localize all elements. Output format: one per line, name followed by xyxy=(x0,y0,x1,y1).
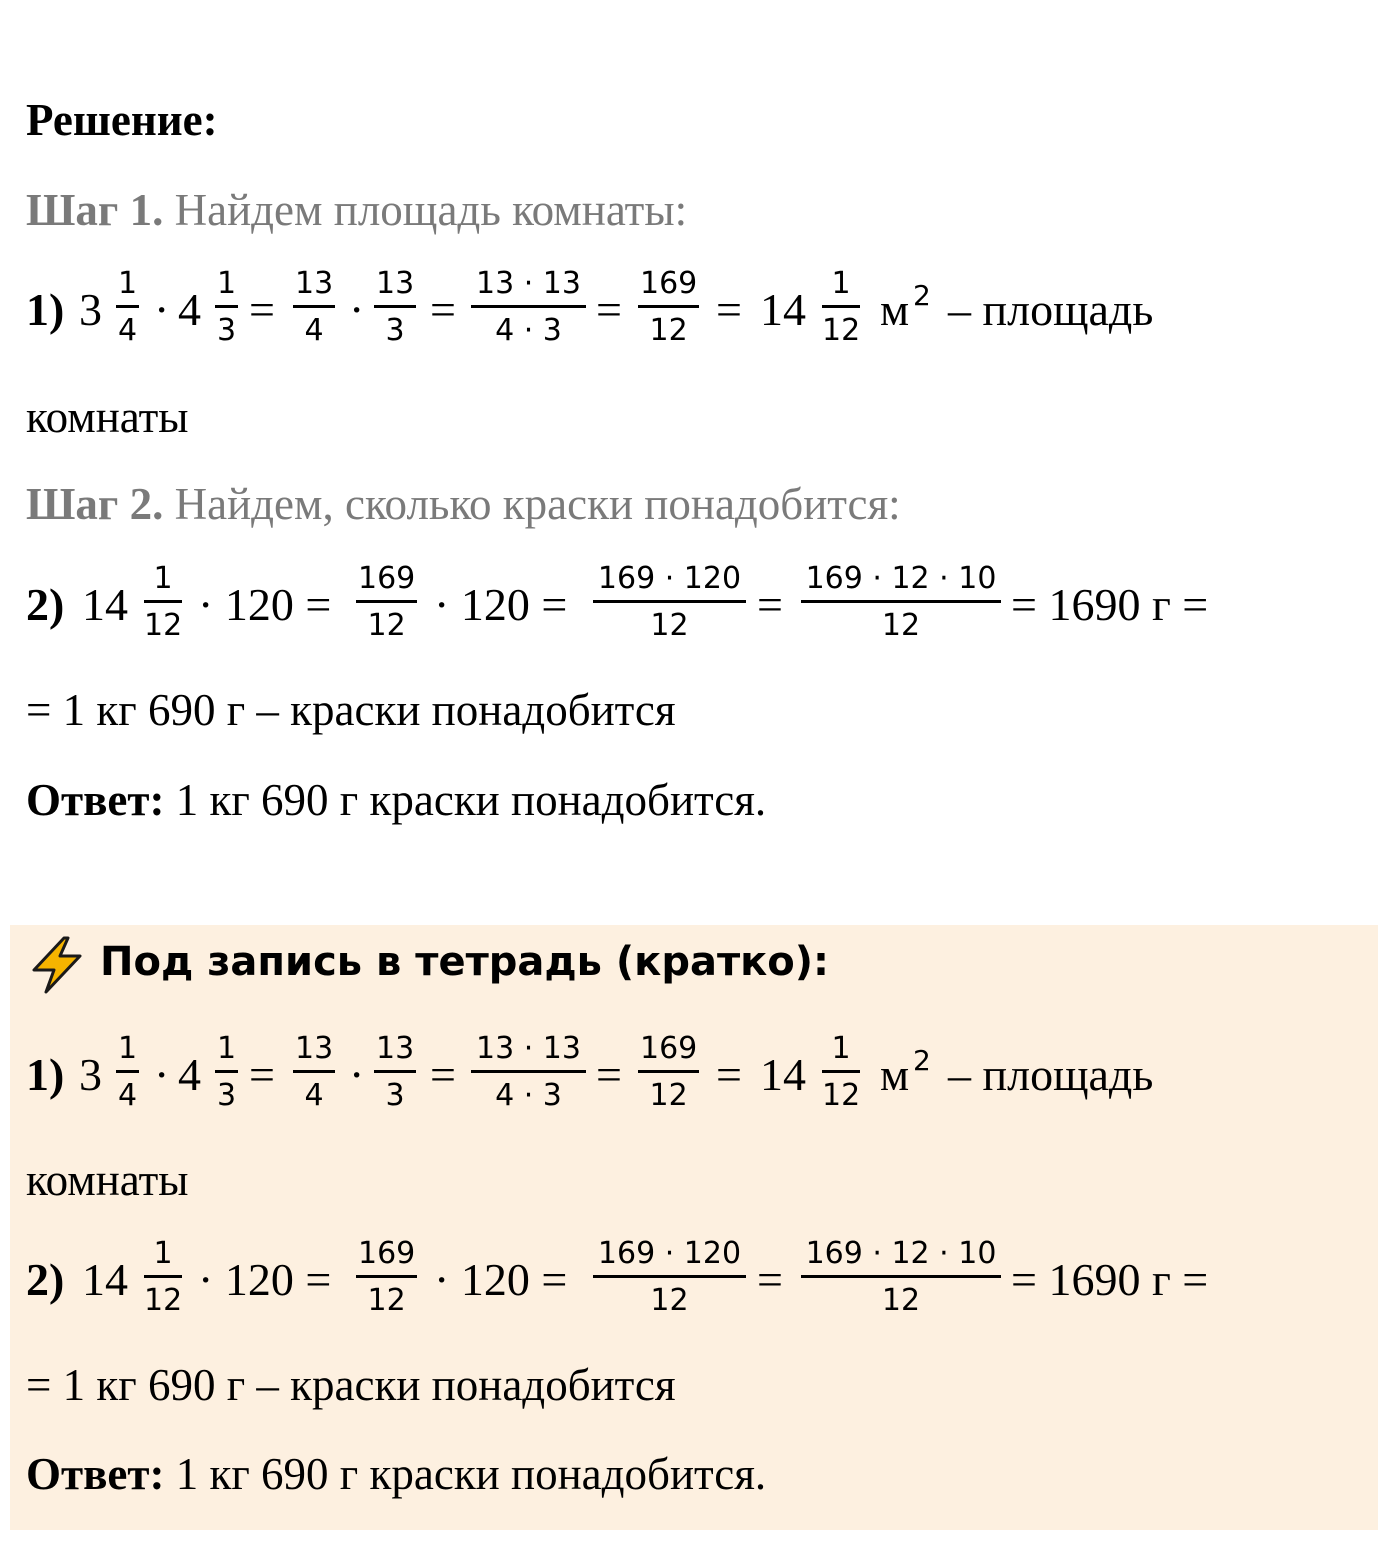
whole-part: 3 xyxy=(79,284,102,335)
unit: м xyxy=(880,1049,910,1100)
fraction: 169 · 120 12 xyxy=(593,1239,746,1316)
whole-part: 14 xyxy=(82,579,128,630)
answer-text: 1 кг 690 г краски понадобится. xyxy=(164,1449,767,1499)
equation-continuation: комнаты xyxy=(26,392,189,442)
whole-part: 14 xyxy=(82,1254,128,1305)
operator: = xyxy=(430,1049,456,1100)
operator: · xyxy=(349,284,365,335)
operator: · 120 = xyxy=(198,579,332,630)
notebook-summary-title: Под запись в тетрадь (кратко): xyxy=(100,939,830,985)
equation-continuation: = 1 кг 690 г – краски понадобится xyxy=(26,685,676,735)
fraction: 169 12 xyxy=(358,561,416,643)
fraction: 169 12 xyxy=(640,266,698,348)
unit-exponent: 2 xyxy=(913,1044,931,1077)
fraction: 169 12 xyxy=(358,1236,416,1318)
fraction: 1 4 xyxy=(118,266,138,348)
fraction: 1 12 xyxy=(144,1236,183,1318)
operator: · xyxy=(154,284,170,335)
notebook-summary-box xyxy=(10,925,1378,1530)
operator: · 120 = xyxy=(434,579,568,630)
answer xyxy=(26,775,767,825)
whole-part: 14 xyxy=(760,1049,806,1100)
operator: = xyxy=(716,1049,742,1100)
operator: = xyxy=(430,284,456,335)
step-2-label: Шаг 2. xyxy=(26,479,164,529)
equation-continuation: = 1 кг 690 г – краски понадобится xyxy=(26,1360,676,1410)
operator: = xyxy=(716,284,742,335)
item-number: 1) xyxy=(26,1049,65,1100)
answer-text: 1 кг 690 г краски понадобится. xyxy=(164,775,767,825)
fraction: 169 · 120 12 xyxy=(593,564,746,641)
fraction: 13 · 13 4 · 3 xyxy=(471,1034,586,1111)
fraction: 1 3 xyxy=(217,1031,237,1113)
equation-tail: = 1690 г = xyxy=(1011,579,1209,630)
fraction: 1 12 xyxy=(822,1031,861,1113)
operator: · 120 = xyxy=(198,1254,332,1305)
answer-label: Ответ: xyxy=(26,1449,165,1499)
operator: = xyxy=(596,1049,622,1100)
fraction: 13 4 xyxy=(295,1031,334,1113)
answer-label: Ответ: xyxy=(26,775,165,825)
fraction: 13 4 xyxy=(295,266,334,348)
whole-part: 4 xyxy=(178,1049,201,1100)
item-number: 2) xyxy=(26,579,65,630)
operator: = xyxy=(596,284,622,335)
answer xyxy=(26,1449,767,1499)
item-number: 2) xyxy=(26,1254,65,1305)
equation-continuation: комнаты xyxy=(26,1155,189,1205)
item-number: 1) xyxy=(26,284,65,335)
step-2-title xyxy=(26,479,901,529)
fraction: 13 · 13 4 · 3 xyxy=(471,269,586,346)
unit: м xyxy=(880,284,910,335)
whole-part: 4 xyxy=(178,284,201,335)
whole-part: 14 xyxy=(760,284,806,335)
fraction: 169 · 12 · 10 12 xyxy=(801,564,1001,641)
fraction: 1 4 xyxy=(118,1031,138,1113)
step-1-title xyxy=(26,185,688,235)
operator: = xyxy=(249,1049,275,1100)
operator: = xyxy=(249,284,275,335)
step-2-text: Найдем, сколько краски понадобится: xyxy=(163,479,901,529)
fraction: 169 · 12 · 10 12 xyxy=(801,1239,1001,1316)
fraction: 1 12 xyxy=(144,561,183,643)
fraction: 13 3 xyxy=(376,1031,415,1113)
operator: = xyxy=(757,579,783,630)
fraction: 1 12 xyxy=(822,266,861,348)
equation-tail: – площадь xyxy=(948,1049,1154,1100)
whole-part: 3 xyxy=(79,1049,102,1100)
operator: = xyxy=(757,1254,783,1305)
step-1-text: Найдем площадь комнаты: xyxy=(163,185,688,235)
fraction: 1 3 xyxy=(217,266,237,348)
equation-tail: – площадь xyxy=(948,284,1154,335)
fraction: 13 3 xyxy=(376,266,415,348)
operator: · 120 = xyxy=(434,1254,568,1305)
operator: · xyxy=(154,1049,170,1100)
step-1-label: Шаг 1. xyxy=(26,185,164,235)
unit-exponent: 2 xyxy=(913,279,931,312)
equation-tail: = 1690 г = xyxy=(1011,1254,1209,1305)
solution-heading: Решение: xyxy=(26,95,218,145)
operator: · xyxy=(349,1049,365,1100)
fraction: 169 12 xyxy=(640,1031,698,1113)
lightning-icon xyxy=(26,934,88,996)
